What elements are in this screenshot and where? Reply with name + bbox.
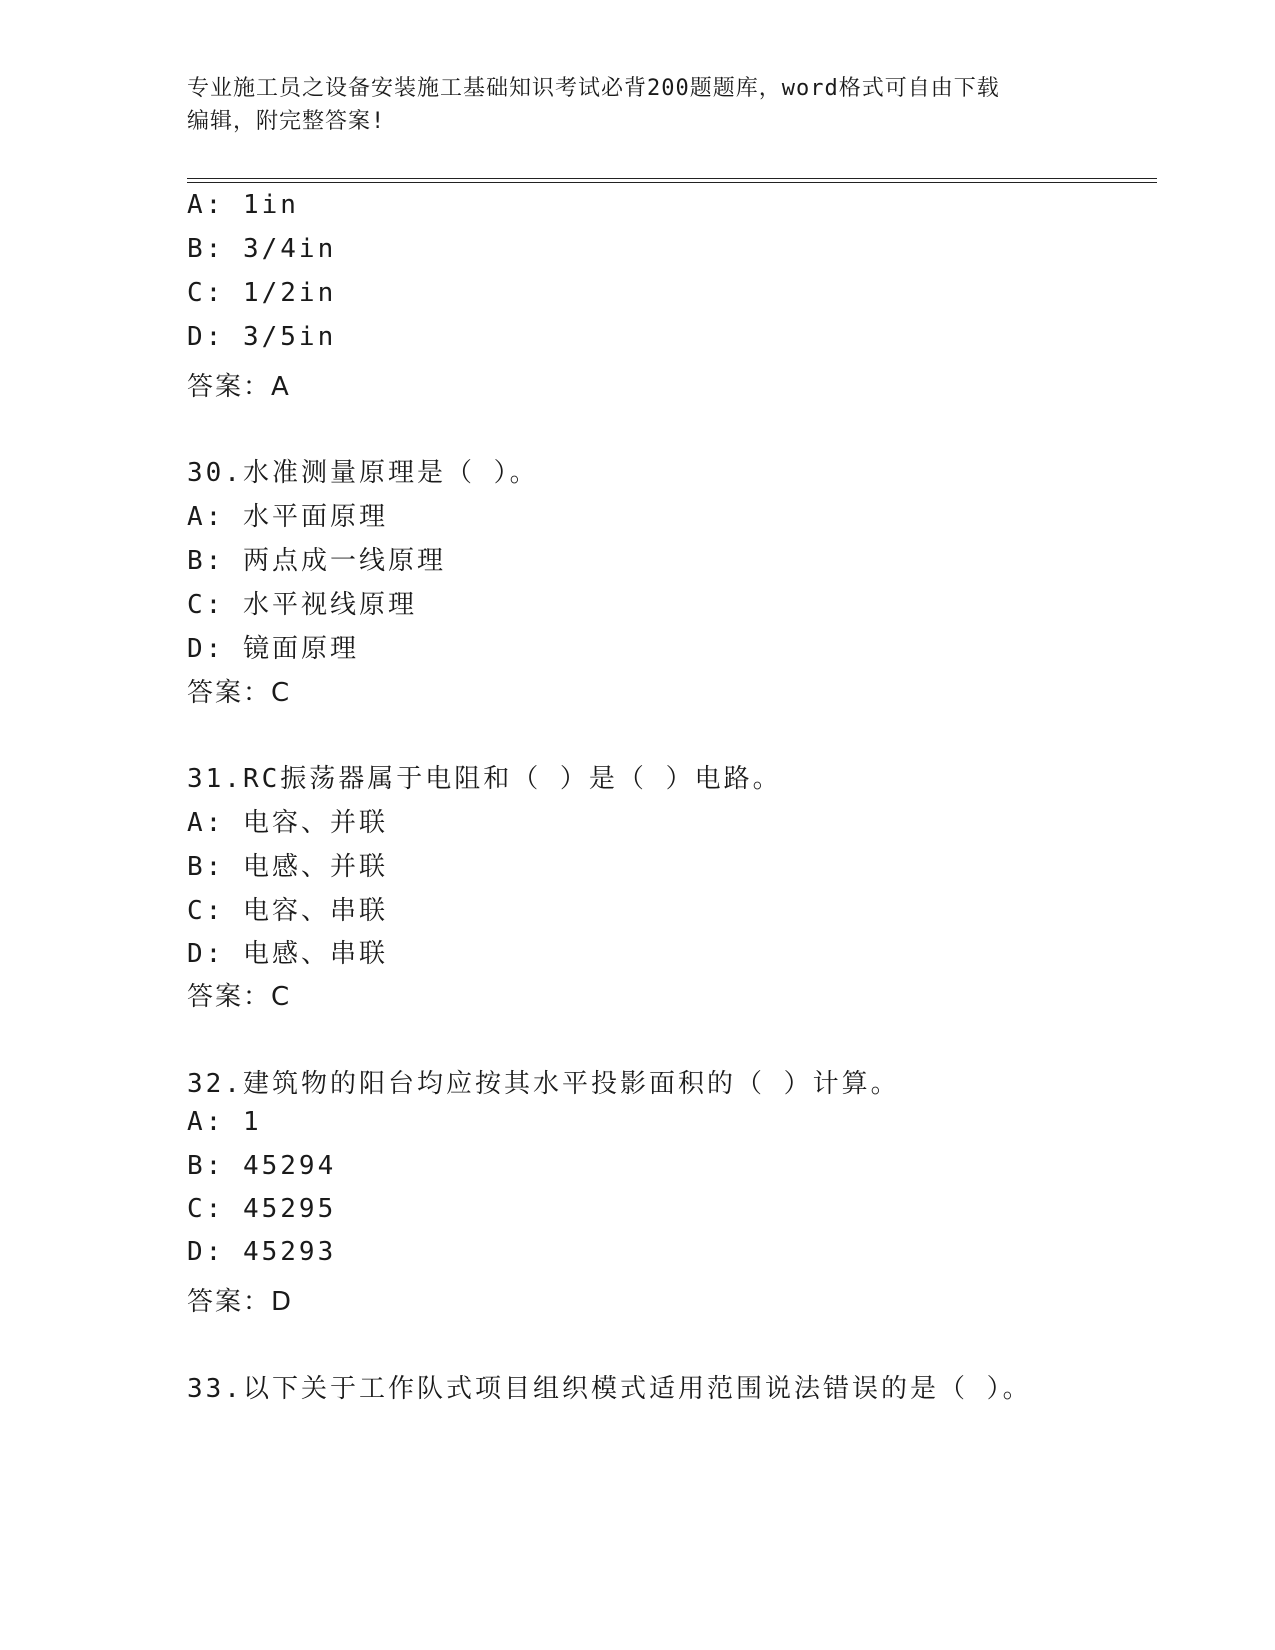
option-line: A: 1 bbox=[187, 1107, 262, 1137]
question-line: 32.建筑物的阳台均应按其水平投影面积的（ ）计算。 bbox=[187, 1069, 900, 1099]
option-line: D: 3/5in bbox=[187, 322, 337, 352]
document-header bbox=[187, 72, 1087, 138]
option-line: B: 电感、并联 bbox=[187, 852, 388, 882]
question-line: 31.RC振荡器属于电阻和（ ）是（ ）电路。 bbox=[187, 764, 782, 794]
option-line: B: 两点成一线原理 bbox=[187, 546, 446, 576]
answer-line: 答案：D bbox=[187, 1287, 294, 1317]
header-divider-bottom bbox=[187, 182, 1157, 183]
option-line: C: 1/2in bbox=[187, 278, 337, 308]
option-line: A: 1in bbox=[187, 190, 299, 220]
header-title-line-2: 编辑，附完整答案! bbox=[187, 109, 386, 134]
option-line: C: 45295 bbox=[187, 1194, 337, 1224]
option-line: C: 电容、串联 bbox=[187, 896, 388, 926]
option-line: B: 45294 bbox=[187, 1151, 337, 1181]
option-line: C: 水平视线原理 bbox=[187, 590, 417, 620]
question-line: 30.水准测量原理是（ ）。 bbox=[187, 458, 539, 488]
header-title-line-1: 专业施工员之设备安装施工基础知识考试必背200题题库，word格式可自由下载 bbox=[187, 76, 1000, 101]
header-divider-top bbox=[187, 178, 1157, 179]
answer-line: 答案：C bbox=[187, 982, 292, 1012]
option-line: A: 水平面原理 bbox=[187, 502, 388, 532]
option-line: B: 3/4in bbox=[187, 234, 337, 264]
question-line: 33.以下关于工作队式项目组织模式适用范围说法错误的是（ ）。 bbox=[187, 1374, 1032, 1404]
option-line: D: 镜面原理 bbox=[187, 634, 359, 664]
answer-line: 答案：A bbox=[187, 372, 291, 402]
option-line: A: 电容、并联 bbox=[187, 808, 388, 838]
option-line: D: 电感、串联 bbox=[187, 939, 388, 969]
answer-line: 答案：C bbox=[187, 678, 292, 708]
option-line: D: 45293 bbox=[187, 1237, 337, 1267]
